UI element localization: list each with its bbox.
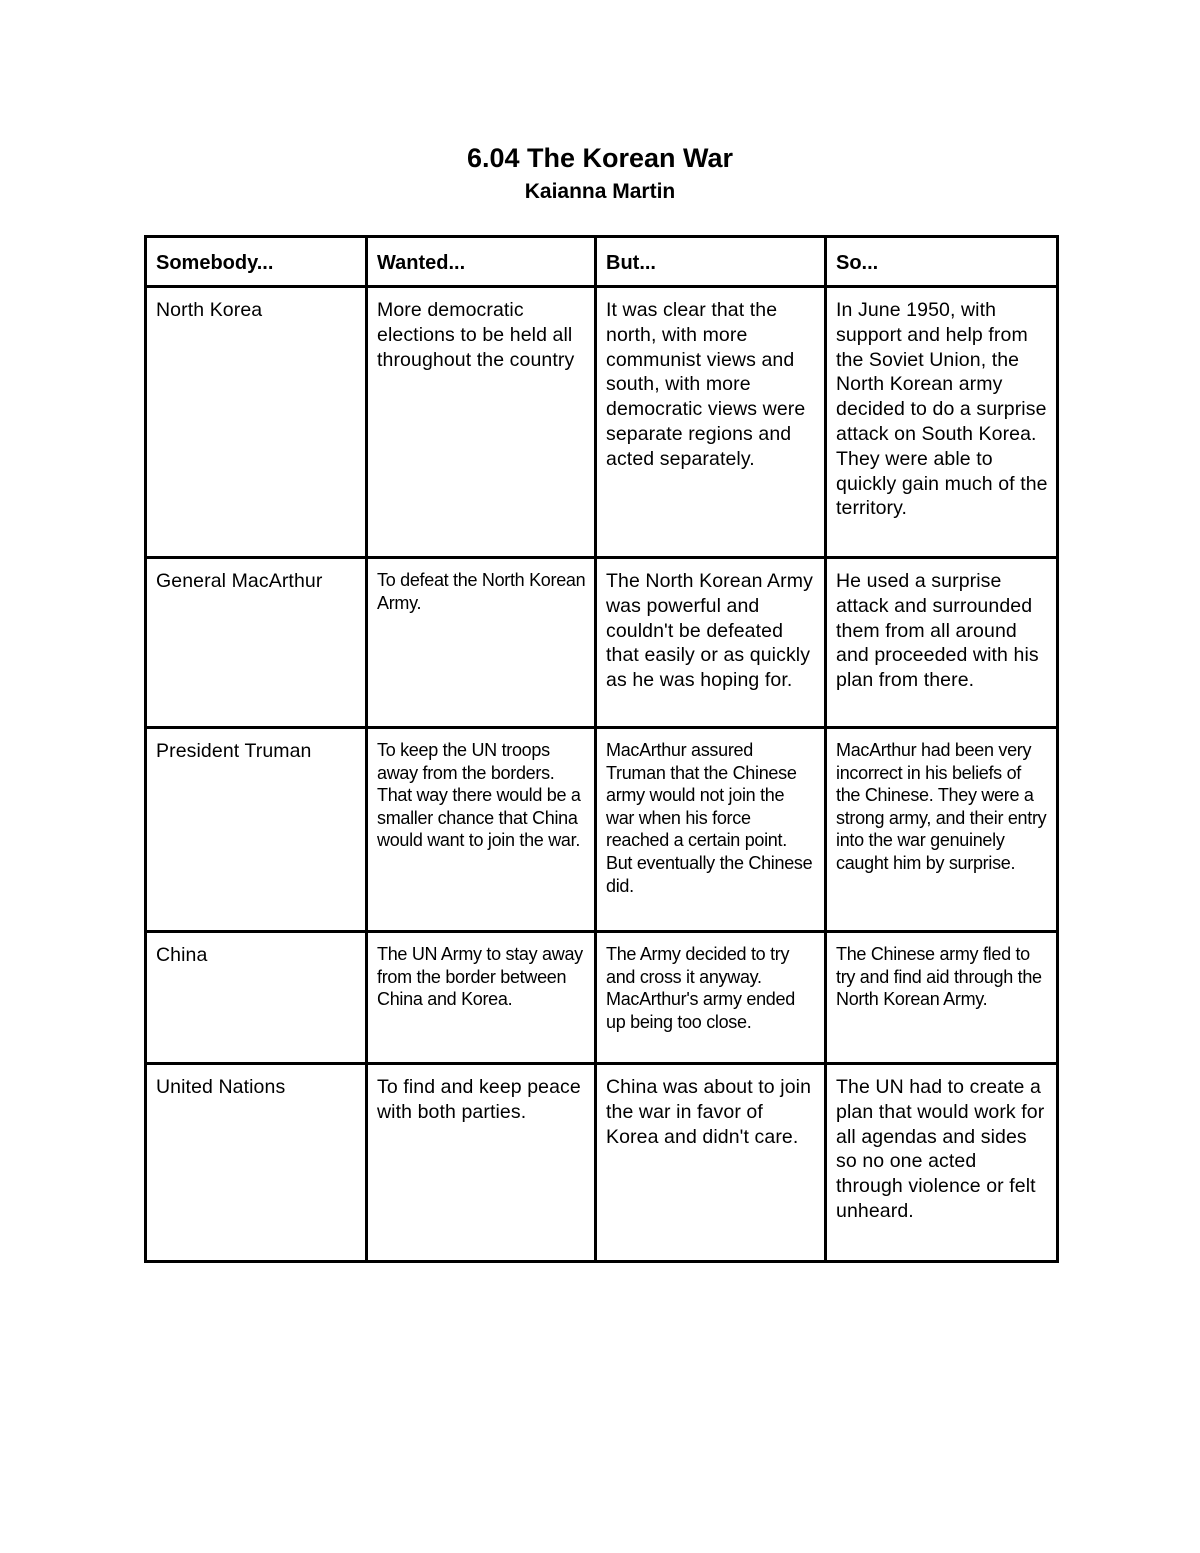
cell-so: MacArthur had been very incorrect in his beliefs of the Chinese. They were a strong army, and their entry into the war genuinely caught him by surprise. <box>826 728 1058 932</box>
page-title: 6.04 The Korean War <box>466 143 734 173</box>
table-row <box>146 287 1058 558</box>
cell-wanted: The UN Army to stay away from the border between China and Korea. <box>367 932 596 1064</box>
cell-but: MacArthur assured Truman that the Chinese army would not join the war when his force reached a certain point. But eventually the Chinese did. <box>596 728 826 932</box>
somebody-wanted-but-so-table <box>144 235 1059 1263</box>
table-row <box>146 1064 1058 1262</box>
cell-wanted: To keep the UN troops away from the borders. That way there would be a smaller chance that China would want to join the war. <box>367 728 596 932</box>
cell-somebody: China <box>146 932 367 1064</box>
cell-but: The Army decided to try and cross it anyway. MacArthur's army ended up being too close. <box>596 932 826 1064</box>
cell-but: It was clear that the north, with more communist views and south, with more democratic views were separate regions and acted separately. <box>596 287 826 558</box>
table-row <box>146 728 1058 932</box>
cell-but: The North Korean Army was powerful and couldn't be defeated that easily or as quickly as he was hoping for. <box>596 558 826 728</box>
cell-somebody: North Korea <box>146 287 367 558</box>
cell-wanted: More democratic elections to be held all throughout the country <box>367 287 596 558</box>
cell-somebody: President Truman <box>146 728 367 932</box>
cell-so: He used a surprise attack and surrounded them from all around and proceeded with his plan from there. <box>826 558 1058 728</box>
column-header-so: So... <box>826 237 1058 287</box>
column-header-somebody: Somebody... <box>146 237 367 287</box>
cell-but: China was about to join the war in favor of Korea and didn't care. <box>596 1064 826 1262</box>
column-header-wanted: Wanted... <box>367 237 596 287</box>
cell-so: The UN had to create a plan that would work for all agendas and sides so no one acted through violence or felt unheard. <box>826 1064 1058 1262</box>
table-row <box>146 558 1058 728</box>
cell-somebody: General MacArthur <box>146 558 367 728</box>
cell-so: The Chinese army fled to try and find aid through the North Korean Army. <box>826 932 1058 1064</box>
table-header-row <box>146 237 1058 287</box>
cell-so: In June 1950, with support and help from the Soviet Union, the North Korean army decided to do a surprise attack on South Korea. They were able to quickly gain much of the territory. <box>826 287 1058 558</box>
cell-wanted: To defeat the North Korean Army. <box>367 558 596 728</box>
table-row <box>146 932 1058 1064</box>
column-header-but: But... <box>596 237 826 287</box>
cell-somebody: United Nations <box>146 1064 367 1262</box>
cell-wanted: To find and keep peace with both parties. <box>367 1064 596 1262</box>
author-name: Kaianna Martin <box>524 180 676 203</box>
